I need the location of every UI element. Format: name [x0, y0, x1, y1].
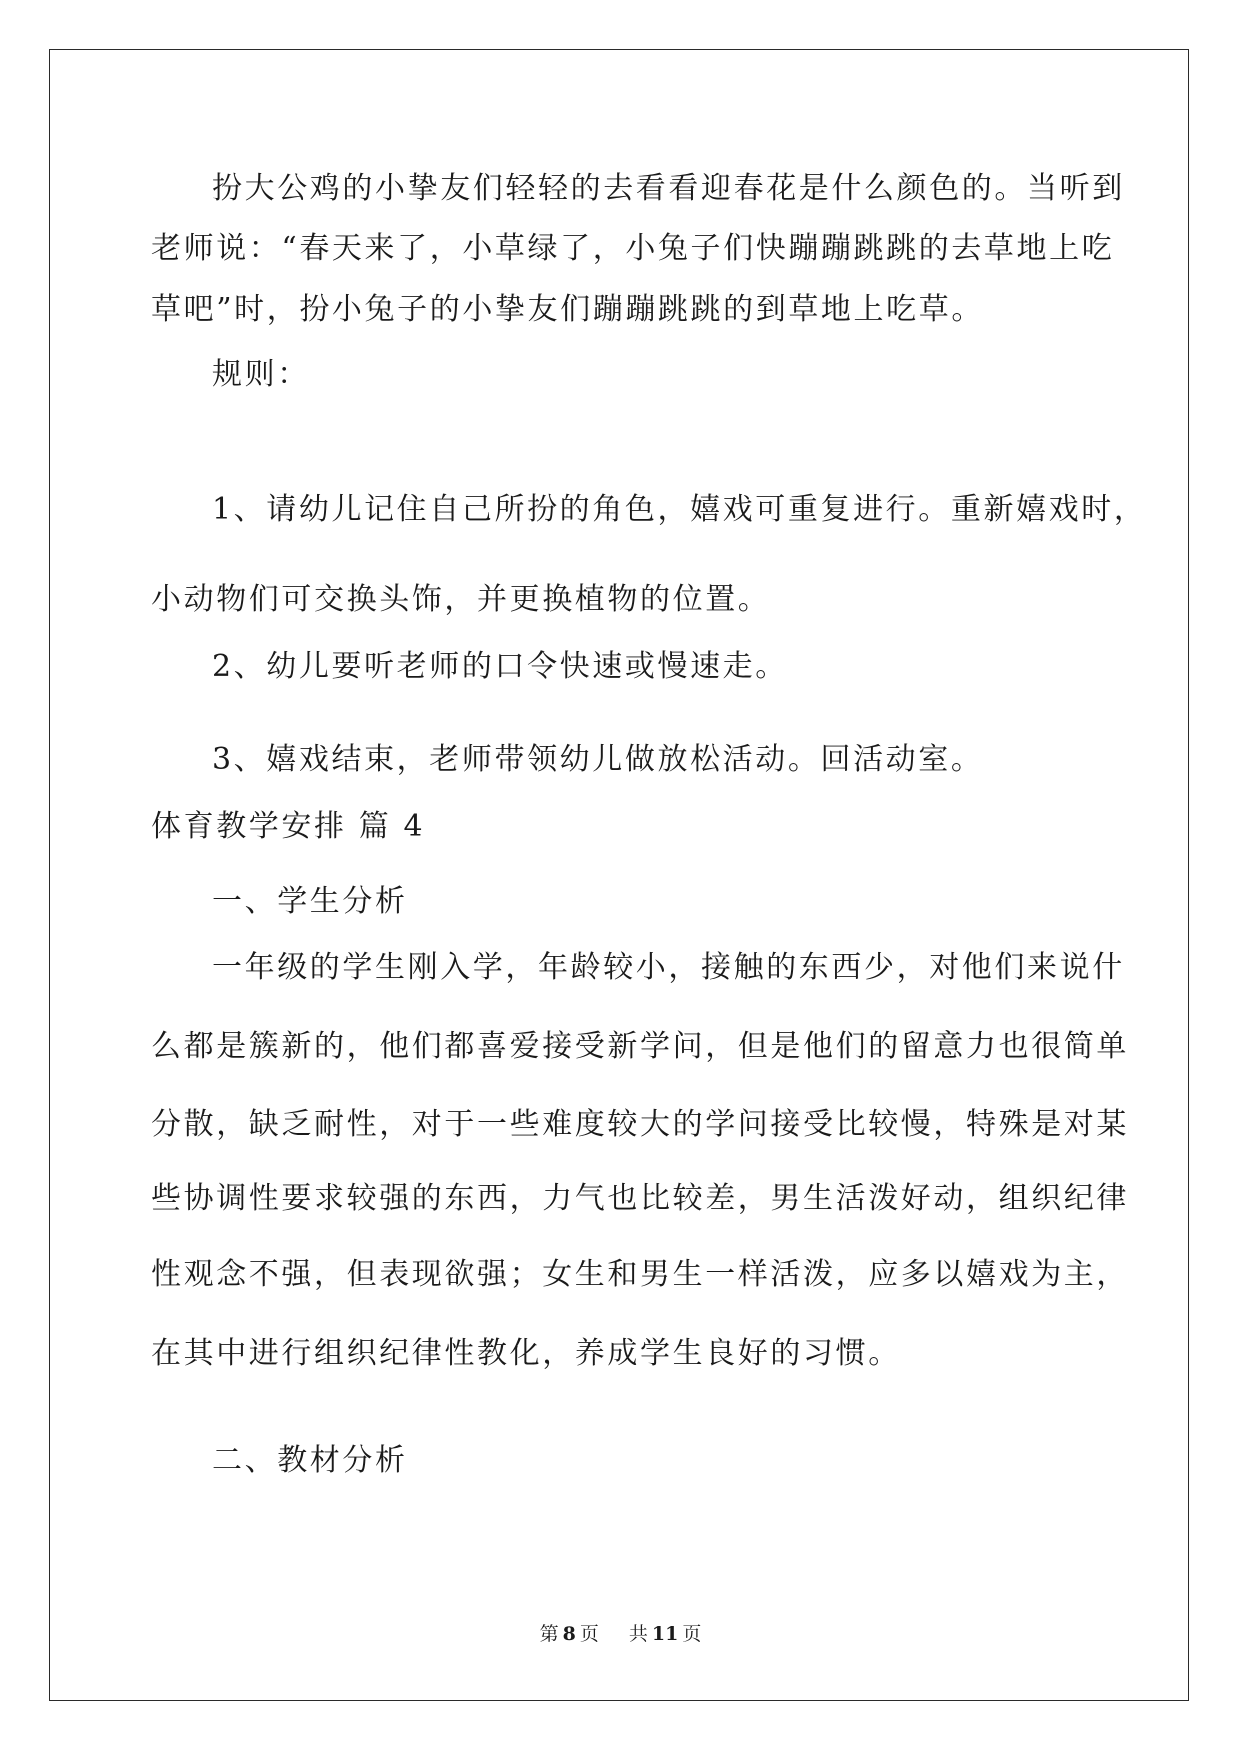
subsection-heading: 二、教材分析	[212, 1443, 408, 1478]
page-footer	[0, 1622, 1241, 1646]
paragraph-line: 小动物们可交换头饰，并更换植物的位置。	[151, 582, 771, 617]
page-prefix: 第	[539, 1623, 559, 1645]
paragraph-line: 3、嬉戏结束，老师带领幼儿做放松活动。回活动室。	[212, 742, 984, 777]
paragraph-line: 草吧”时，扮小兔子的小挚友们蹦蹦跳跳的到草地上吃草。	[151, 292, 984, 327]
paragraph-line: 些协调性要求较强的东西，力气也比较差，男生活泼好动，组织纪律	[151, 1181, 1129, 1216]
page-current: 8	[562, 1623, 576, 1645]
paragraph-line: 2、幼儿要听老师的口令快速或慢速走。	[212, 649, 788, 684]
paragraph-line: 性观念不强，但表现欲强；女生和男生一样活泼，应多以嬉戏为主，	[151, 1257, 1129, 1292]
section-heading: 体育教学安排 篇 4	[151, 809, 426, 844]
paragraph-line: 老师说：“春天来了，小草绿了，小兔子们快蹦蹦跳跳的去草地上吃	[151, 231, 1115, 266]
total-prefix: 共	[628, 1623, 648, 1645]
total-unit: 页	[682, 1623, 702, 1645]
paragraph-line: 么都是簇新的，他们都喜爱接受新学问，但是他们的留意力也很简单	[151, 1029, 1129, 1064]
paragraph-line: 分散，缺乏耐性，对于一些难度较大的学问接受比较慢，特殊是对某	[151, 1107, 1129, 1142]
subsection-heading: 一、学生分析	[212, 884, 408, 919]
page-unit: 页	[579, 1623, 599, 1645]
paragraph-line: 扮大公鸡的小挚友们轻轻的去看看迎春花是什么颜色的。当听到	[212, 171, 1125, 206]
paragraph-line: 在其中进行组织纪律性教化，养成学生良好的习惯。	[151, 1336, 901, 1371]
paragraph-line: 1、请幼儿记住自己所扮的角色，嬉戏可重复进行。重新嬉戏时，	[212, 492, 1147, 527]
paragraph-line: 规则：	[212, 357, 310, 392]
page-total: 11	[651, 1623, 679, 1645]
paragraph-line: 一年级的学生刚入学，年龄较小，接触的东西少，对他们来说什	[212, 950, 1125, 985]
